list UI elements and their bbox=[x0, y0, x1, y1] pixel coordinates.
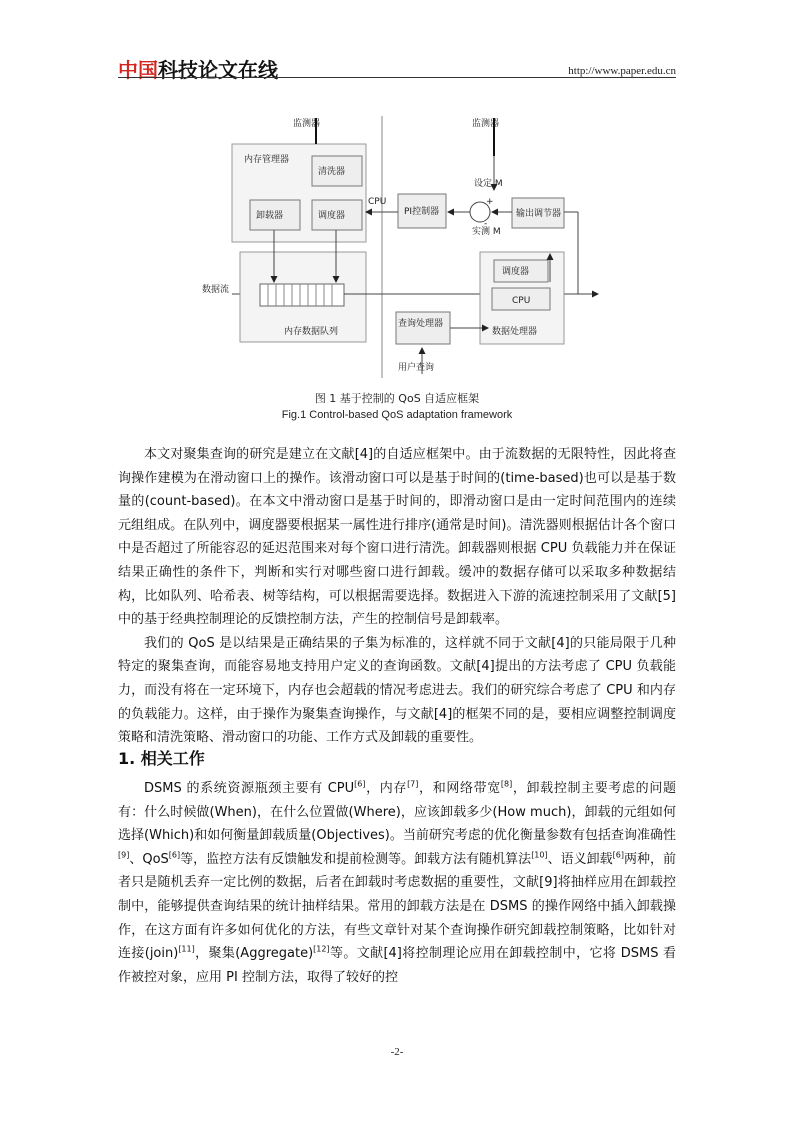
paragraph-1: 本文对聚集查询的研究是建立在文献[4]的自适应框架中。由于流数据的无限特性，因此将查询操作建模为在滑动窗口上的操作。该滑动窗口可以是基于时间的(time-based)也可以是基于数量的(count-based)。在本文中滑动窗口是基于时间的，即滑动窗口是由一定时间范围内的连续元组组成。在队列中，调度器要根据某一属性进行排序(通常是时间)。清洗器则根据估计各个窗口中是否超过了所能容忍的延迟范围来对每个窗口进行清洗。卸载器则根据 CPU 负载能力并在保证结果正确性的条件下，判断和实行对哪些窗口进行卸载。缓冲的数据存储可以采取多种数据结构，比如队列、哈希表、树等结构，可以根据需要选择。数据进入下游的流速控制采用了文献[5]中的基于经典控制理论的反馈控制方法，产生的控制信号是卸载率。 bbox=[118, 447, 676, 628]
user-query-label: 用户查询 bbox=[398, 363, 435, 373]
logo-red-part: 中国 bbox=[118, 58, 158, 82]
data-stream-label: 数据流 bbox=[202, 285, 230, 295]
memory-manager-label: 内存管理器 bbox=[244, 155, 290, 165]
output-tuner-label: 输出调节器 bbox=[516, 209, 562, 219]
cleaner-label: 清洗器 bbox=[318, 167, 346, 177]
memory-queue-label: 内存数据队列 bbox=[284, 327, 339, 337]
scheduler2-label: 调度器 bbox=[502, 267, 530, 277]
journal-logo bbox=[118, 54, 278, 83]
data-processor-label: 数据处理器 bbox=[492, 327, 538, 337]
queue-cells bbox=[260, 284, 344, 306]
logo-black-part: 科技论文在线 bbox=[158, 58, 278, 82]
plus-sign: + bbox=[486, 197, 494, 207]
setpoint-label: 设定 M bbox=[474, 179, 503, 189]
query-processor-label: 查询处理器 bbox=[398, 319, 444, 329]
figure-caption-cn: 图 1 基于控制的 QoS 自适应框架 bbox=[314, 392, 480, 405]
paragraph-3: DSMS 的系统资源瓶颈主要有 CPU[6]，内存[7]，和网络带宽[8]，卸载控制主要考虑的问题有：什么时候做(When)，在什么位置做(Where)，应该卸载多少(How much)，卸载的元组如何选择(Which)和如何衡量卸载质量(Objectives)。当前研究考虑的优化衡量参数有包括查询准确性[9]、QoS[6]等，监控方法有反馈触发和提前检测等。卸载方法有随机算法[10]、语义卸载[6]两种，前者只是随机丢弃一定比例的数据，后者在卸载时考虑数据的重要性，文献[9]将抽样应用在卸载控制中，能够提供查询结果的统计抽样结果。常用的卸载方法是在 DSMS 的操作网络中插入卸载操作，在这方面有许多如何优化的方法，有些文章针对某个查询操作研究卸载控制策略，比如针对连接(join)[11]，聚集(Aggregate)[12]等。文献[4]将控制理论应用在卸载控制中，它将 DSMS 看作被控对象，应用 PI 控制方法，取得了较好的控 bbox=[118, 779, 676, 985]
header-rule bbox=[118, 77, 676, 78]
cpu-signal-label: CPU bbox=[368, 197, 387, 207]
section-title: 相关工作 bbox=[140, 749, 205, 768]
section-number: 1. bbox=[118, 749, 136, 768]
page-header bbox=[118, 48, 676, 82]
paragraph-2: 我们的 QoS 是以结果是正确结果的子集为标准的，这样就不同于文献[4]的只能局限于几种特定的聚集查询，而能容易地支持用户定义的查询函数。文献[4]提出的方法考虑了 CPU 负载能力，而没有将在一定环境下，内存也会超载的情况考虑进去。我们的研究综合考虑了 CPU 和内存的负载能力。这样，由于操作为聚集查询操作，与文献[4]的框架不同的是，要相应调整控制调度策略和清洗策略、滑动窗口的功能、工作方式及卸载的重要性。 bbox=[118, 635, 676, 746]
figure-caption-en: Fig.1 Control-based QoS adaptation framework bbox=[281, 409, 513, 421]
minus-sign: - bbox=[484, 219, 488, 229]
monitor-right-label: 监测器 bbox=[472, 119, 500, 129]
section-heading bbox=[118, 746, 205, 769]
monitor-left-label: 监测器 bbox=[293, 119, 321, 129]
cpu-label: CPU bbox=[512, 296, 531, 306]
measured-label: 实测 M bbox=[472, 227, 501, 237]
page-number: -2- bbox=[390, 1046, 404, 1058]
header-url[interactable]: http://www.paper.edu.cn bbox=[568, 65, 676, 77]
section-body bbox=[118, 777, 676, 989]
unloader-label: 卸载器 bbox=[256, 211, 284, 221]
body-paragraphs bbox=[118, 443, 676, 750]
pi-controller-label: PI控制器 bbox=[404, 207, 440, 217]
figure-diagram bbox=[200, 112, 600, 384]
scheduler-label: 调度器 bbox=[318, 211, 346, 221]
